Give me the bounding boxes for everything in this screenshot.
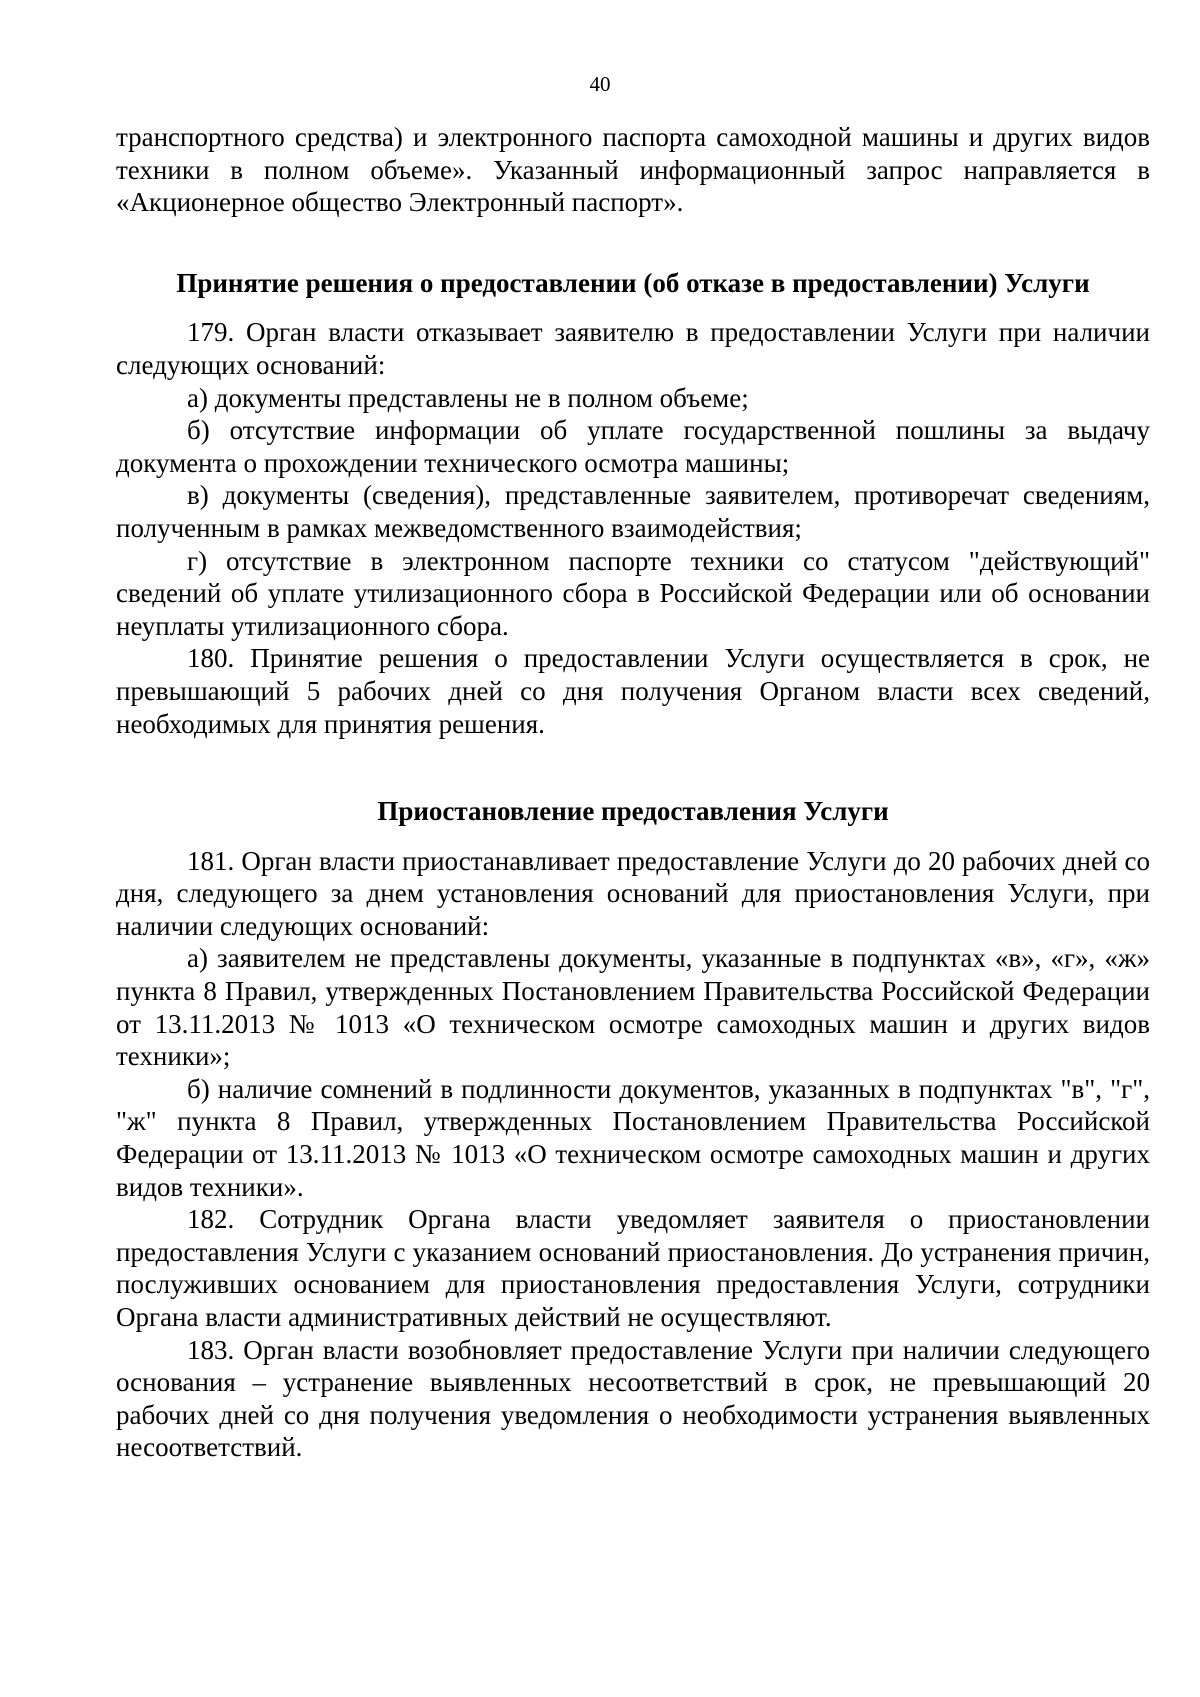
page-number: 40 (589, 72, 611, 96)
list-item-v: в) документы (сведения), представленные заявителем, противоречат сведениям, полученным в рамках межведомственного взаимодействия; (116, 480, 1150, 543)
document-body (116, 121, 1150, 1464)
list-item-a: а) заявителем не представлены документы, указанные в подпунктах «в», «г», «ж» пункта 8 Правил, утвержденных Постановлением Правительства Российской Федерации от 13.11.2013 № 1013 «О техническом осмотре самоходных машин и других видов техники»; (116, 943, 1150, 1072)
list-item-b: б) наличие сомнений в подлинности документов, указанных в подпунктах "в", "г", "ж" пункта 8 Правил, утвержденных Постановлением Правительства Российской Федерации от 13.11.2013 № 1013 «О техническом осмотре самоходных машин и других видов техники». (116, 1073, 1150, 1202)
section-heading-decision: Принятие решения о предоставлении (об отказе в предоставлении) Услуги (176, 267, 1090, 298)
paragraph-182: 182. Сотрудник Органа власти уведомляет заявителя о приостановлении предоставления Услуги с указанием оснований приостановления. До устранения причин, послуживших основанием для приостановления предоставления Услуги, сотрудники Органа власти административных действий не осуществляют. (116, 1204, 1150, 1332)
paragraph-180: 180. Принятие решения о предоставлении Услуги осуществляется в срок, не превышающий 5 рабочих дней со дня получения Органом власти всех сведений, необходимых для принятия решения. (116, 643, 1150, 739)
paragraph-183: 183. Орган власти возобновляет предоставление Услуги при наличии следующего основания – устранение выявленных несоответствий в срок, не превышающий 20 рабочих дней со дня получения уведомления о необходимости устранения выявленных несоответствий. (116, 1334, 1150, 1463)
intro-paragraph: транспортного средства) и электронного паспорта самоходной машины и других видов техники в полном объеме». Указанный информационный запрос направляется в «Акционерное общество Электронный паспорт». (116, 122, 1150, 218)
paragraph-181: 181. Орган власти приостанавливает предоставление Услуги до 20 рабочих дней со дня, следующего за днем установления оснований для приостановления Услуги, при наличии следующих оснований: (116, 845, 1150, 941)
section-heading-suspension: Приостановление предоставления Услуги (377, 796, 889, 827)
list-item-a: а) документы представлены не в полном объеме; (187, 382, 749, 413)
paragraph-179: 179. Орган власти отказывает заявителю в предоставлении Услуги при наличии следующих оснований: (116, 317, 1150, 380)
list-item-g: г) отсутствие в электронном паспорте техники со статусом "действующий" сведений об уплате утилизационного сбора в Российской Федерации или об основании неуплаты утилизационного сбора. (116, 545, 1150, 641)
list-item-b: б) отсутствие информации об уплате государственной пошлины за выдачу документа о прохождении технического осмотра машины; (116, 415, 1150, 478)
